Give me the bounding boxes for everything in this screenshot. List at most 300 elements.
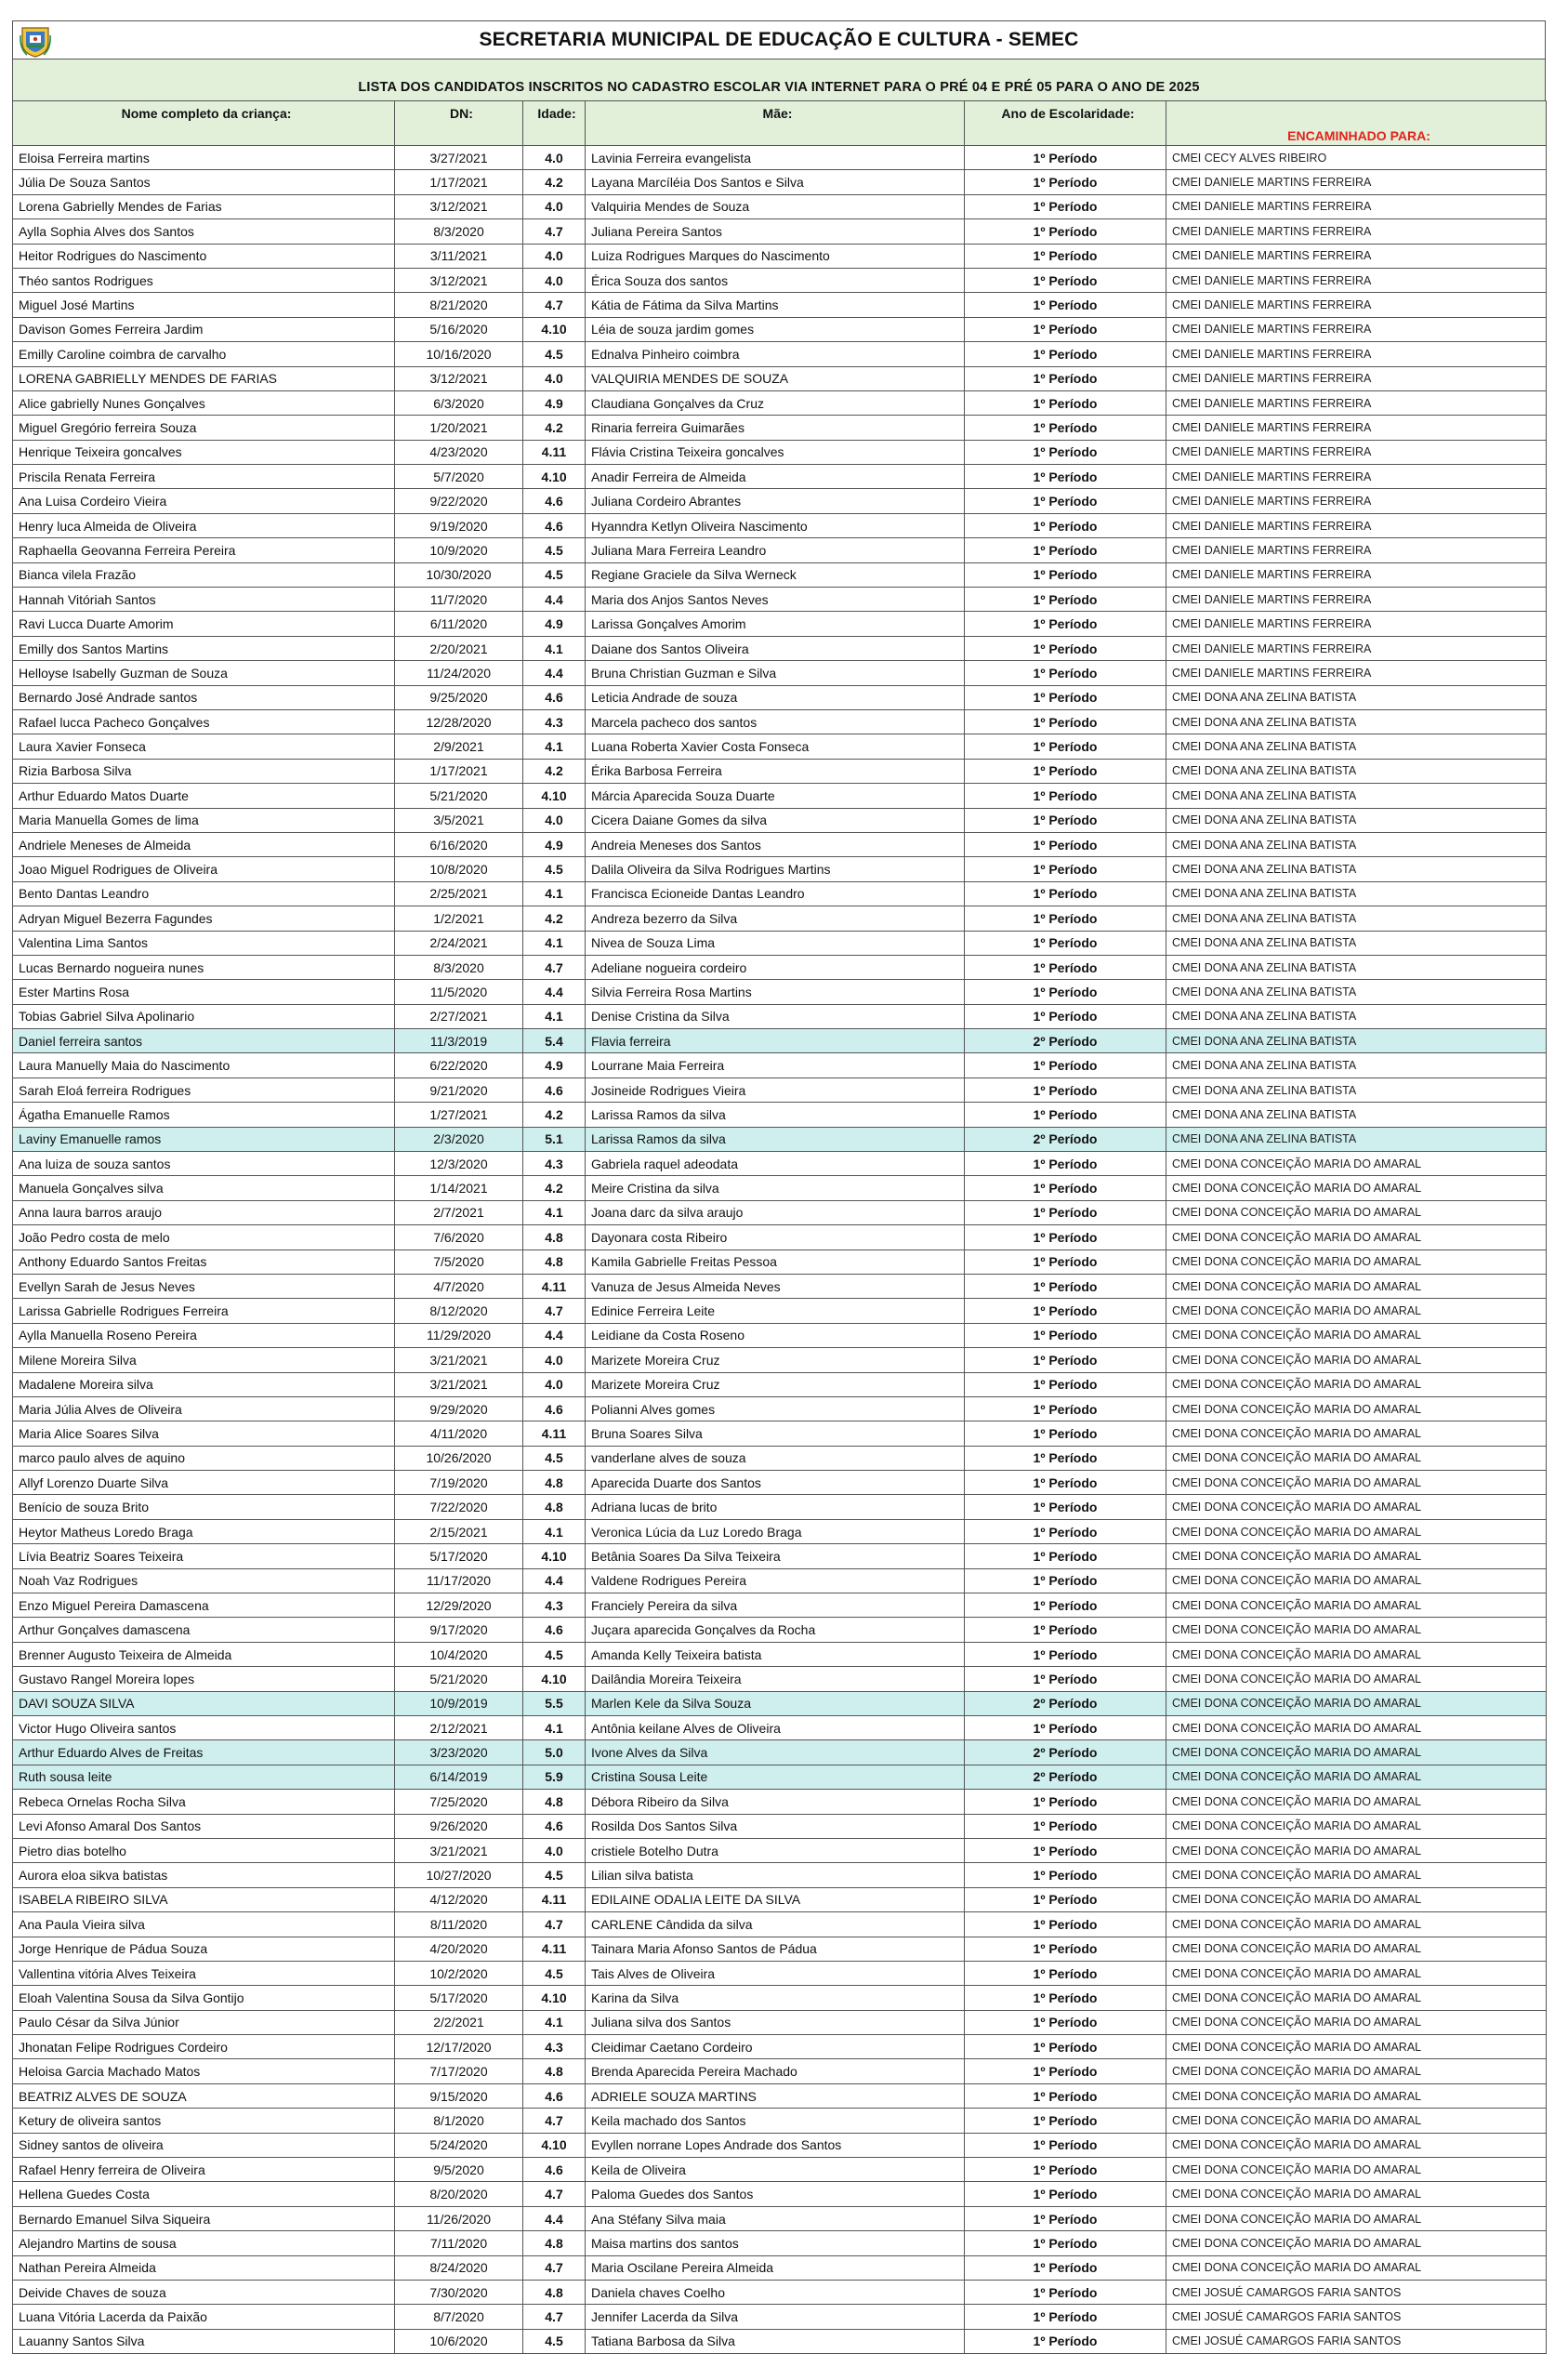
cell-age: 4.5 <box>523 342 586 366</box>
cell-school-year: 1º Período <box>965 1250 1166 1274</box>
table-row <box>13 1176 1547 1200</box>
cell-birth-date: 3/12/2021 <box>395 366 523 390</box>
column-header-school-year: Ano de Escolaridade: <box>965 101 1166 146</box>
cell-mother-name: Denise Cristina da Silva <box>586 1004 965 1028</box>
cell-school-year: 1º Período <box>965 1790 1166 1814</box>
cell-child-name: Júlia De Souza Santos <box>13 170 395 194</box>
cell-age: 4.0 <box>523 244 586 268</box>
cell-referred-school: CMEI DONA ANA ZELINA BATISTA <box>1166 759 1547 783</box>
cell-child-name: Heytor Matheus Loredo Braga <box>13 1519 395 1543</box>
cell-child-name: Luana Vitória Lacerda da Paixão <box>13 2305 395 2329</box>
table-row <box>13 1568 1547 1593</box>
cell-child-name: Ana Paula Vieira silva <box>13 1912 395 1937</box>
cell-school-year: 1º Período <box>965 709 1166 734</box>
cell-birth-date: 6/3/2020 <box>395 390 523 415</box>
cell-birth-date: 7/17/2020 <box>395 2059 523 2083</box>
cell-child-name: Noah Vaz Rodrigues <box>13 1568 395 1593</box>
cell-child-name: Valentina Lima Santos <box>13 931 395 955</box>
table-row <box>13 1544 1547 1568</box>
cell-birth-date: 7/6/2020 <box>395 1225 523 1250</box>
cell-birth-date: 6/14/2019 <box>395 1765 523 1789</box>
cell-mother-name: Lavinia Ferreira evangelista <box>586 146 965 170</box>
cell-referred-school: CMEI DONA ANA ZELINA BATISTA <box>1166 1004 1547 1028</box>
cell-referred-school: CMEI DONA ANA ZELINA BATISTA <box>1166 955 1547 979</box>
cell-age: 4.7 <box>523 2109 586 2133</box>
cell-mother-name: Polianni Alves gomes <box>586 1396 965 1421</box>
cell-birth-date: 2/24/2021 <box>395 931 523 955</box>
cell-mother-name: Valdene Rodrigues Pereira <box>586 1568 965 1593</box>
cell-school-year: 1º Período <box>965 1716 1166 1740</box>
cell-birth-date: 10/8/2020 <box>395 857 523 881</box>
cell-birth-date: 12/28/2020 <box>395 709 523 734</box>
cell-referred-school: CMEI DONA ANA ZELINA BATISTA <box>1166 734 1547 759</box>
cell-mother-name: Juçara aparecida Gonçalves da Rocha <box>586 1618 965 1642</box>
cell-birth-date: 5/21/2020 <box>395 784 523 808</box>
cell-referred-school: CMEI DONA CONCEIÇÃO MARIA DO AMARAL <box>1166 1519 1547 1543</box>
cell-mother-name: Maria Oscilane Pereira Almeida <box>586 2255 965 2280</box>
cell-birth-date: 1/20/2021 <box>395 416 523 440</box>
cell-birth-date: 10/30/2020 <box>395 562 523 587</box>
table-row <box>13 1495 1547 1519</box>
cell-age: 4.10 <box>523 1544 586 1568</box>
table-row <box>13 931 1547 955</box>
table-row <box>13 734 1547 759</box>
table-row <box>13 562 1547 587</box>
cell-age: 4.5 <box>523 1642 586 1666</box>
cell-age: 5.0 <box>523 1740 586 1765</box>
cell-child-name: Miguel José Martins <box>13 293 395 317</box>
table-row <box>13 1961 1547 1985</box>
cell-referred-school: CMEI DONA CONCEIÇÃO MARIA DO AMARAL <box>1166 1790 1547 1814</box>
cell-child-name: Maria Alice Soares Silva <box>13 1421 395 1446</box>
cell-referred-school: CMEI DONA CONCEIÇÃO MARIA DO AMARAL <box>1166 1642 1547 1666</box>
cell-mother-name: Dayonara costa Ribeiro <box>586 1225 965 1250</box>
cell-birth-date: 9/26/2020 <box>395 1814 523 1838</box>
cell-child-name: Victor Hugo Oliveira santos <box>13 1716 395 1740</box>
cell-child-name: Evellyn Sarah de Jesus Neves <box>13 1274 395 1298</box>
cell-mother-name: Cicera Daiane Gomes da silva <box>586 808 965 832</box>
cell-referred-school: CMEI DONA ANA ZELINA BATISTA <box>1166 808 1547 832</box>
cell-child-name: Lucas Bernardo nogueira nunes <box>13 955 395 979</box>
cell-school-year: 1º Período <box>965 1937 1166 1961</box>
cell-child-name: LORENA GABRIELLY MENDES DE FARIAS <box>13 366 395 390</box>
table-row <box>13 1299 1547 1323</box>
cell-age: 5.4 <box>523 1029 586 1053</box>
table-row <box>13 1200 1547 1224</box>
cell-age: 4.5 <box>523 538 586 562</box>
cell-referred-school: CMEI DONA CONCEIÇÃO MARIA DO AMARAL <box>1166 1765 1547 1789</box>
cell-mother-name: Veronica Lúcia da Luz Loredo Braga <box>586 1519 965 1543</box>
cell-school-year: 1º Período <box>965 342 1166 366</box>
cell-age: 4.6 <box>523 1814 586 1838</box>
cell-child-name: Heloisa Garcia Machado Matos <box>13 2059 395 2083</box>
cell-mother-name: Lilian silva batista <box>586 1863 965 1887</box>
table-row <box>13 1004 1547 1028</box>
table-row <box>13 1519 1547 1543</box>
cell-child-name: Aylla Sophia Alves dos Santos <box>13 219 395 244</box>
cell-referred-school: CMEI DONA ANA ZELINA BATISTA <box>1166 1078 1547 1102</box>
cell-age: 4.1 <box>523 931 586 955</box>
cell-referred-school: CMEI DONA CONCEIÇÃO MARIA DO AMARAL <box>1166 1152 1547 1176</box>
cell-age: 4.0 <box>523 1838 586 1862</box>
cell-child-name: Emilly dos Santos Martins <box>13 636 395 660</box>
cell-referred-school: CMEI DONA CONCEIÇÃO MARIA DO AMARAL <box>1166 1200 1547 1224</box>
cell-child-name: Ravi Lucca Duarte Amorim <box>13 612 395 636</box>
cell-mother-name: Kátia de Fátima da Silva Martins <box>586 293 965 317</box>
cell-referred-school: CMEI DONA CONCEIÇÃO MARIA DO AMARAL <box>1166 2059 1547 2083</box>
cell-age: 4.0 <box>523 808 586 832</box>
cell-age: 4.11 <box>523 1421 586 1446</box>
table-row <box>13 759 1547 783</box>
table-row <box>13 1593 1547 1618</box>
cell-mother-name: Marlen Kele da Silva Souza <box>586 1691 965 1715</box>
cell-child-name: Gustavo Rangel Moreira lopes <box>13 1667 395 1691</box>
cell-child-name: Maria Júlia Alves de Oliveira <box>13 1396 395 1421</box>
cell-age: 4.9 <box>523 612 586 636</box>
cell-mother-name: Larissa Ramos da silva <box>586 1103 965 1127</box>
cell-child-name: Rafael Henry ferreira de Oliveira <box>13 2158 395 2182</box>
cell-birth-date: 3/5/2021 <box>395 808 523 832</box>
cell-child-name: Bianca vilela Frazão <box>13 562 395 587</box>
cell-mother-name: Tais Alves de Oliveira <box>586 1961 965 1985</box>
cell-referred-school: CMEI DONA CONCEIÇÃO MARIA DO AMARAL <box>1166 1716 1547 1740</box>
cell-school-year: 1º Período <box>965 489 1166 513</box>
cell-mother-name: Márcia Aparecida Souza Duarte <box>586 784 965 808</box>
cell-referred-school: CMEI DONA ANA ZELINA BATISTA <box>1166 1053 1547 1078</box>
cell-child-name: Milene Moreira Silva <box>13 1348 395 1372</box>
cell-mother-name: Cleidimar Caetano Cordeiro <box>586 2035 965 2059</box>
table-header-row <box>13 101 1547 146</box>
cell-child-name: Aylla Manuella Roseno Pereira <box>13 1323 395 1347</box>
cell-referred-school: CMEI DANIELE MARTINS FERREIRA <box>1166 538 1547 562</box>
table-row <box>13 1912 1547 1937</box>
cell-school-year: 1º Período <box>965 1667 1166 1691</box>
cell-referred-school: CMEI DONA ANA ZELINA BATISTA <box>1166 857 1547 881</box>
cell-birth-date: 12/17/2020 <box>395 2035 523 2059</box>
cell-age: 4.1 <box>523 636 586 660</box>
cell-birth-date: 8/12/2020 <box>395 1299 523 1323</box>
cell-child-name: Bento Dantas Leandro <box>13 881 395 906</box>
cell-referred-school: CMEI DONA CONCEIÇÃO MARIA DO AMARAL <box>1166 1299 1547 1323</box>
cell-birth-date: 5/17/2020 <box>395 1986 523 2010</box>
cell-age: 4.7 <box>523 293 586 317</box>
cell-referred-school: CMEI DONA CONCEIÇÃO MARIA DO AMARAL <box>1166 1814 1547 1838</box>
table-row <box>13 513 1547 537</box>
cell-birth-date: 9/17/2020 <box>395 1618 523 1642</box>
table-row <box>13 709 1547 734</box>
cell-school-year: 1º Período <box>965 931 1166 955</box>
cell-age: 4.1 <box>523 1004 586 1028</box>
cell-referred-school: CMEI DONA CONCEIÇÃO MARIA DO AMARAL <box>1166 2035 1547 2059</box>
cell-school-year: 1º Período <box>965 219 1166 244</box>
cell-mother-name: EDILAINE ODALIA LEITE DA SILVA <box>586 1887 965 1911</box>
cell-age: 4.6 <box>523 1618 586 1642</box>
table-row <box>13 1103 1547 1127</box>
cell-birth-date: 11/3/2019 <box>395 1029 523 1053</box>
column-header-age: Idade: <box>523 101 586 146</box>
cell-mother-name: Juliana Pereira Santos <box>586 219 965 244</box>
cell-birth-date: 9/25/2020 <box>395 685 523 709</box>
cell-birth-date: 9/19/2020 <box>395 513 523 537</box>
cell-mother-name: Cristina Sousa Leite <box>586 1765 965 1789</box>
cell-school-year: 1º Período <box>965 513 1166 537</box>
cell-mother-name: Andreza bezerro da Silva <box>586 906 965 931</box>
table-row <box>13 170 1547 194</box>
cell-age: 4.3 <box>523 1152 586 1176</box>
cell-mother-name: Tainara Maria Afonso Santos de Pádua <box>586 1937 965 1961</box>
cell-age: 4.8 <box>523 2280 586 2304</box>
cell-birth-date: 9/21/2020 <box>395 1078 523 1102</box>
cell-mother-name: CARLENE Cândida da silva <box>586 1912 965 1937</box>
list-subtitle: LISTA DOS CANDIDATOS INSCRITOS NO CADASTRO ESCOLAR VIA INTERNET PARA O PRÉ 04 E PRÉ 05 PARA O ANO DE 2025 <box>358 80 1200 95</box>
table-row <box>13 2083 1547 2108</box>
cell-birth-date: 3/11/2021 <box>395 244 523 268</box>
cell-referred-school: CMEI DONA CONCEIÇÃO MARIA DO AMARAL <box>1166 1667 1547 1691</box>
cell-child-name: Paulo César da Silva Júnior <box>13 2010 395 2034</box>
cell-age: 4.8 <box>523 1471 586 1495</box>
cell-age: 4.7 <box>523 1912 586 1937</box>
cell-child-name: Ana luiza de souza santos <box>13 1152 395 1176</box>
cell-school-year: 1º Período <box>965 194 1166 218</box>
cell-mother-name: Dailândia Moreira Teixeira <box>586 1667 965 1691</box>
cell-mother-name: Kamila Gabrielle Freitas Pessoa <box>586 1250 965 1274</box>
cell-child-name: marco paulo alves de aquino <box>13 1446 395 1470</box>
cell-age: 4.0 <box>523 268 586 292</box>
cell-school-year: 1º Período <box>965 1471 1166 1495</box>
cell-school-year: 2º Período <box>965 1765 1166 1789</box>
cell-age: 4.7 <box>523 1299 586 1323</box>
cell-child-name: Adryan Miguel Bezerra Fagundes <box>13 906 395 931</box>
cell-child-name: Miguel Gregório ferreira Souza <box>13 416 395 440</box>
cell-school-year: 1º Período <box>965 1152 1166 1176</box>
cell-birth-date: 8/7/2020 <box>395 2305 523 2329</box>
cell-child-name: Eloisa Ferreira martins <box>13 146 395 170</box>
cell-age: 4.7 <box>523 219 586 244</box>
cell-child-name: Laviny Emanuelle ramos <box>13 1127 395 1151</box>
cell-school-year: 1º Período <box>965 1814 1166 1838</box>
cell-birth-date: 3/12/2021 <box>395 194 523 218</box>
table-row <box>13 1323 1547 1347</box>
cell-school-year: 1º Período <box>965 1961 1166 1985</box>
column-header-name: Nome completo da criança: <box>13 101 395 146</box>
cell-mother-name: Bruna Soares Silva <box>586 1421 965 1446</box>
cell-mother-name: Marizete Moreira Cruz <box>586 1348 965 1372</box>
cell-birth-date: 5/24/2020 <box>395 2133 523 2157</box>
cell-age: 4.0 <box>523 366 586 390</box>
cell-school-year: 1º Período <box>965 390 1166 415</box>
cell-age: 4.10 <box>523 784 586 808</box>
cell-school-year: 1º Período <box>965 832 1166 856</box>
cell-referred-school: CMEI DONA ANA ZELINA BATISTA <box>1166 709 1547 734</box>
cell-school-year: 1º Período <box>965 1053 1166 1078</box>
cell-school-year: 1º Período <box>965 2083 1166 2108</box>
cell-child-name: Bernardo Emanuel Silva Siqueira <box>13 2206 395 2230</box>
cell-birth-date: 2/9/2021 <box>395 734 523 759</box>
table-body <box>13 146 1547 2354</box>
cell-birth-date: 6/22/2020 <box>395 1053 523 1078</box>
cell-mother-name: Érica Souza dos santos <box>586 268 965 292</box>
cell-age: 4.7 <box>523 2305 586 2329</box>
cell-referred-school: CMEI DONA CONCEIÇÃO MARIA DO AMARAL <box>1166 1740 1547 1765</box>
cell-school-year: 1º Período <box>965 808 1166 832</box>
cell-mother-name: Rinaria ferreira Guimarães <box>586 416 965 440</box>
cell-birth-date: 10/16/2020 <box>395 342 523 366</box>
cell-age: 4.10 <box>523 465 586 489</box>
cell-birth-date: 5/17/2020 <box>395 1544 523 1568</box>
table-row <box>13 1986 1547 2010</box>
cell-child-name: Arthur Gonçalves damascena <box>13 1618 395 1642</box>
table-row <box>13 1446 1547 1470</box>
table-row <box>13 440 1547 464</box>
cell-school-year: 1º Período <box>965 2182 1166 2206</box>
cell-referred-school: CMEI DONA ANA ZELINA BATISTA <box>1166 784 1547 808</box>
cell-age: 4.2 <box>523 906 586 931</box>
cell-school-year: 1º Período <box>965 465 1166 489</box>
cell-child-name: Aurora eloa sikva batistas <box>13 1863 395 1887</box>
table-row <box>13 1863 1547 1887</box>
cell-mother-name: Joana darc da silva araujo <box>586 1200 965 1224</box>
cell-child-name: Ana Luisa Cordeiro Vieira <box>13 489 395 513</box>
cell-birth-date: 1/17/2021 <box>395 759 523 783</box>
cell-referred-school: CMEI DANIELE MARTINS FERREIRA <box>1166 366 1547 390</box>
cell-school-year: 1º Período <box>965 244 1166 268</box>
cell-child-name: Nathan Pereira Almeida <box>13 2255 395 2280</box>
cell-age: 4.1 <box>523 1519 586 1543</box>
cell-school-year: 1º Período <box>965 170 1166 194</box>
cell-age: 4.10 <box>523 1986 586 2010</box>
table-row <box>13 1887 1547 1911</box>
cell-child-name: Benício de souza Brito <box>13 1495 395 1519</box>
table-row <box>13 1348 1547 1372</box>
cell-child-name: Arthur Eduardo Matos Duarte <box>13 784 395 808</box>
cell-child-name: Jorge Henrique de Pádua Souza <box>13 1937 395 1961</box>
cell-referred-school: CMEI DONA CONCEIÇÃO MARIA DO AMARAL <box>1166 1495 1547 1519</box>
cell-referred-school: CMEI DANIELE MARTINS FERREIRA <box>1166 416 1547 440</box>
cell-referred-school: CMEI DONA ANA ZELINA BATISTA <box>1166 1103 1547 1127</box>
cell-school-year: 1º Período <box>965 2133 1166 2157</box>
cell-mother-name: vanderlane alves de souza <box>586 1446 965 1470</box>
cell-referred-school: CMEI DANIELE MARTINS FERREIRA <box>1166 219 1547 244</box>
table-row <box>13 1127 1547 1151</box>
cell-referred-school: CMEI DONA ANA ZELINA BATISTA <box>1166 832 1547 856</box>
table-row <box>13 390 1547 415</box>
cell-referred-school: CMEI DANIELE MARTINS FERREIRA <box>1166 194 1547 218</box>
cell-child-name: Enzo Miguel Pereira Damascena <box>13 1593 395 1618</box>
cell-child-name: Maria Manuella Gomes de lima <box>13 808 395 832</box>
cell-referred-school: CMEI DONA CONCEIÇÃO MARIA DO AMARAL <box>1166 1348 1547 1372</box>
cell-school-year: 1º Período <box>965 2255 1166 2280</box>
cell-mother-name: Anadir Ferreira de Almeida <box>586 465 965 489</box>
table-row <box>13 906 1547 931</box>
cell-child-name: Helloyse Isabelly Guzman de Souza <box>13 661 395 685</box>
cell-school-year: 1º Período <box>965 1618 1166 1642</box>
cell-age: 4.5 <box>523 2329 586 2353</box>
cell-mother-name: Paloma Guedes dos Santos <box>586 2182 965 2206</box>
cell-mother-name: Jennifer Lacerda da Silva <box>586 2305 965 2329</box>
table-row <box>13 244 1547 268</box>
cell-referred-school: CMEI DONA CONCEIÇÃO MARIA DO AMARAL <box>1166 2158 1547 2182</box>
cell-age: 4.9 <box>523 1053 586 1078</box>
cell-school-year: 1º Período <box>965 366 1166 390</box>
cell-mother-name: Gabriela raquel adeodata <box>586 1152 965 1176</box>
cell-age: 4.6 <box>523 1078 586 1102</box>
cell-mother-name: Ana Stéfany Silva maia <box>586 2206 965 2230</box>
cell-referred-school: CMEI DANIELE MARTINS FERREIRA <box>1166 440 1547 464</box>
cell-referred-school: CMEI DONA CONCEIÇÃO MARIA DO AMARAL <box>1166 1396 1547 1421</box>
cell-referred-school: CMEI DONA CONCEIÇÃO MARIA DO AMARAL <box>1166 1323 1547 1347</box>
cell-referred-school: CMEI CECY ALVES RIBEIRO <box>1166 146 1547 170</box>
cell-child-name: Anthony Eduardo Santos Freitas <box>13 1250 395 1274</box>
cell-age: 5.1 <box>523 1127 586 1151</box>
table-row <box>13 2133 1547 2157</box>
cell-mother-name: Maria dos Anjos Santos Neves <box>586 588 965 612</box>
table-row <box>13 2305 1547 2329</box>
cell-school-year: 1º Período <box>965 612 1166 636</box>
cell-mother-name: Ednalva Pinheiro coimbra <box>586 342 965 366</box>
cell-school-year: 1º Período <box>965 1103 1166 1127</box>
cell-school-year: 1º Período <box>965 317 1166 341</box>
table-row <box>13 146 1547 170</box>
cell-referred-school: CMEI DONA ANA ZELINA BATISTA <box>1166 980 1547 1004</box>
cell-age: 4.0 <box>523 1372 586 1396</box>
cell-referred-school: CMEI JOSUÉ CAMARGOS FARIA SANTOS <box>1166 2305 1547 2329</box>
cell-child-name: Daniel ferreira santos <box>13 1029 395 1053</box>
cell-child-name: Hellena Guedes Costa <box>13 2182 395 2206</box>
cell-child-name: Pietro dias botelho <box>13 1838 395 1862</box>
cell-mother-name: Adriana lucas de brito <box>586 1495 965 1519</box>
cell-referred-school: CMEI DONA ANA ZELINA BATISTA <box>1166 881 1547 906</box>
cell-birth-date: 3/27/2021 <box>395 146 523 170</box>
cell-school-year: 1º Período <box>965 980 1166 1004</box>
cell-school-year: 1º Período <box>965 562 1166 587</box>
cell-mother-name: ADRIELE SOUZA MARTINS <box>586 2083 965 2108</box>
cell-mother-name: Silvia Ferreira Rosa Martins <box>586 980 965 1004</box>
cell-mother-name: VALQUIRIA MENDES DE SOUZA <box>586 366 965 390</box>
cell-age: 4.8 <box>523 2231 586 2255</box>
cell-mother-name: Claudiana Gonçalves da Cruz <box>586 390 965 415</box>
cell-birth-date: 7/25/2020 <box>395 1790 523 1814</box>
cell-birth-date: 2/25/2021 <box>395 881 523 906</box>
cell-school-year: 1º Período <box>965 1372 1166 1396</box>
cell-birth-date: 2/3/2020 <box>395 1127 523 1151</box>
cell-school-year: 1º Período <box>965 1421 1166 1446</box>
cell-birth-date: 6/11/2020 <box>395 612 523 636</box>
cell-child-name: Laura Xavier Fonseca <box>13 734 395 759</box>
cell-referred-school: CMEI DANIELE MARTINS FERREIRA <box>1166 612 1547 636</box>
cell-mother-name: Franciely Pereira da silva <box>586 1593 965 1618</box>
cell-age: 4.10 <box>523 2133 586 2157</box>
cell-school-year: 1º Período <box>965 1004 1166 1028</box>
cell-child-name: Rizia Barbosa Silva <box>13 759 395 783</box>
cell-mother-name: Keila machado dos Santos <box>586 2109 965 2133</box>
table-row <box>13 2255 1547 2280</box>
cell-referred-school: CMEI DONA CONCEIÇÃO MARIA DO AMARAL <box>1166 2109 1547 2133</box>
cell-school-year: 2º Período <box>965 1029 1166 1053</box>
cell-referred-school: CMEI DONA ANA ZELINA BATISTA <box>1166 906 1547 931</box>
cell-school-year: 1º Período <box>965 685 1166 709</box>
cell-school-year: 1º Período <box>965 1299 1166 1323</box>
cell-birth-date: 8/24/2020 <box>395 2255 523 2280</box>
cell-birth-date: 3/21/2021 <box>395 1348 523 1372</box>
table-row <box>13 342 1547 366</box>
cell-child-name: ISABELA RIBEIRO SILVA <box>13 1887 395 1911</box>
cell-referred-school: CMEI DONA ANA ZELINA BATISTA <box>1166 685 1547 709</box>
cell-age: 4.4 <box>523 588 586 612</box>
cell-referred-school: CMEI DONA CONCEIÇÃO MARIA DO AMARAL <box>1166 2182 1547 2206</box>
cell-age: 4.5 <box>523 857 586 881</box>
cell-age: 4.1 <box>523 881 586 906</box>
cell-child-name: Larissa Gabrielle Rodrigues Ferreira <box>13 1299 395 1323</box>
